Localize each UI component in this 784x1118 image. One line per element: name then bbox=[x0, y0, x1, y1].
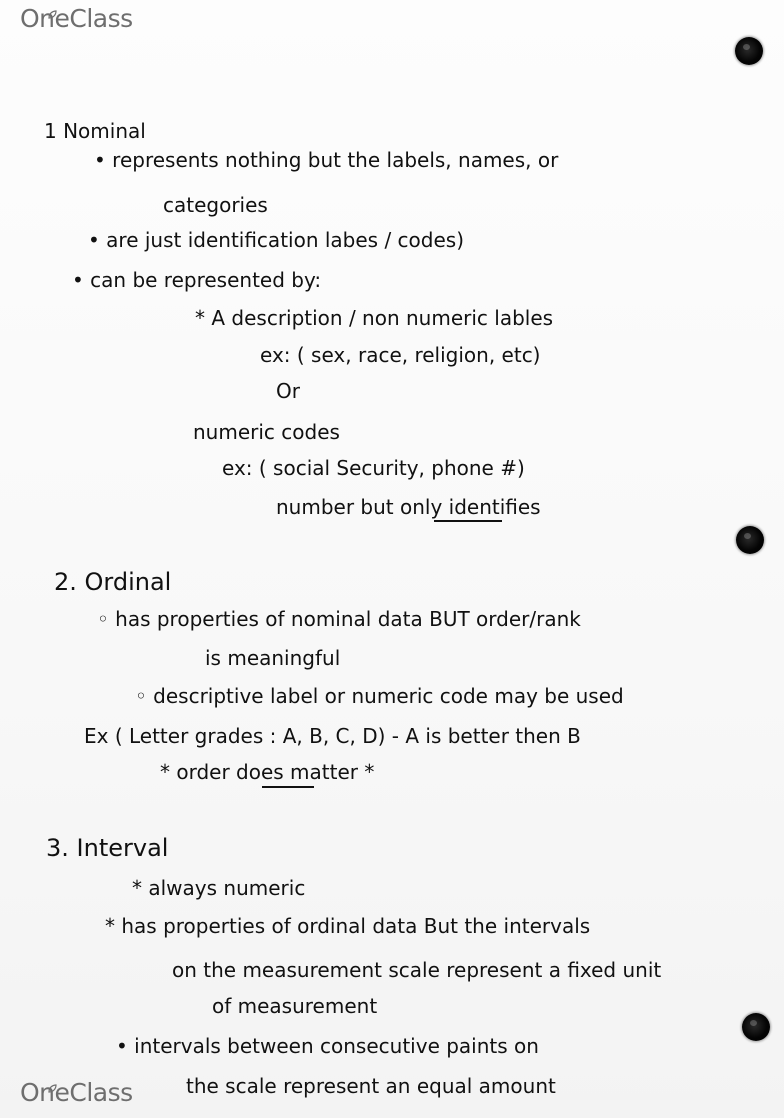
note-line: of measurement bbox=[212, 994, 378, 1018]
note-line: ex: ( social Security, phone #) bbox=[222, 456, 525, 480]
punch-hole-top bbox=[735, 37, 763, 65]
note-line: • are just identification labes / codes) bbox=[88, 228, 464, 252]
note-line: * A description / non numeric lables bbox=[195, 306, 554, 330]
note-line: on the measurement scale represent a fixed unit bbox=[172, 958, 662, 982]
note-line: • intervals between consecutive paints on bbox=[116, 1034, 539, 1058]
leaf-icon bbox=[47, 1084, 57, 1094]
section-heading-interval: 3. Interval bbox=[46, 834, 169, 862]
punch-hole-middle bbox=[736, 526, 764, 554]
note-line: the scale represent an equal amount bbox=[186, 1074, 556, 1098]
note-line: * always numeric bbox=[132, 876, 306, 900]
note-line: categories bbox=[163, 193, 268, 217]
oneclass-logo-bottom bbox=[20, 1078, 133, 1107]
punch-hole-bottom bbox=[742, 1013, 770, 1041]
underline-only bbox=[434, 520, 502, 522]
note-line: * has properties of ordinal data But the intervals bbox=[105, 914, 591, 938]
watermark-text: OneClass bbox=[20, 4, 133, 33]
note-line: numeric codes bbox=[193, 420, 340, 444]
note-line: number but only identifies bbox=[276, 495, 541, 519]
underline-does bbox=[262, 786, 314, 788]
note-line: ex: ( sex, race, religion, etc) bbox=[260, 343, 541, 367]
oneclass-logo-top bbox=[20, 4, 133, 33]
note-line: * order does matter * bbox=[160, 760, 375, 784]
note-line: ◦ has properties of nominal data BUT order/rank bbox=[97, 607, 581, 631]
note-line: ◦ descriptive label or numeric code may be used bbox=[135, 684, 624, 708]
note-line: • represents nothing but the labels, names, or bbox=[94, 148, 559, 172]
section-heading-nominal: 1 Nominal bbox=[44, 119, 146, 143]
note-line: Or bbox=[276, 379, 300, 403]
note-line: • can be represented by: bbox=[72, 268, 322, 292]
watermark-text: OneClass bbox=[20, 1078, 133, 1107]
leaf-icon bbox=[47, 10, 57, 20]
note-line: Ex ( Letter grades : A, B, C, D) - A is better then B bbox=[84, 724, 581, 748]
section-heading-ordinal: 2. Ordinal bbox=[54, 568, 172, 596]
note-line: is meaningful bbox=[205, 646, 341, 670]
